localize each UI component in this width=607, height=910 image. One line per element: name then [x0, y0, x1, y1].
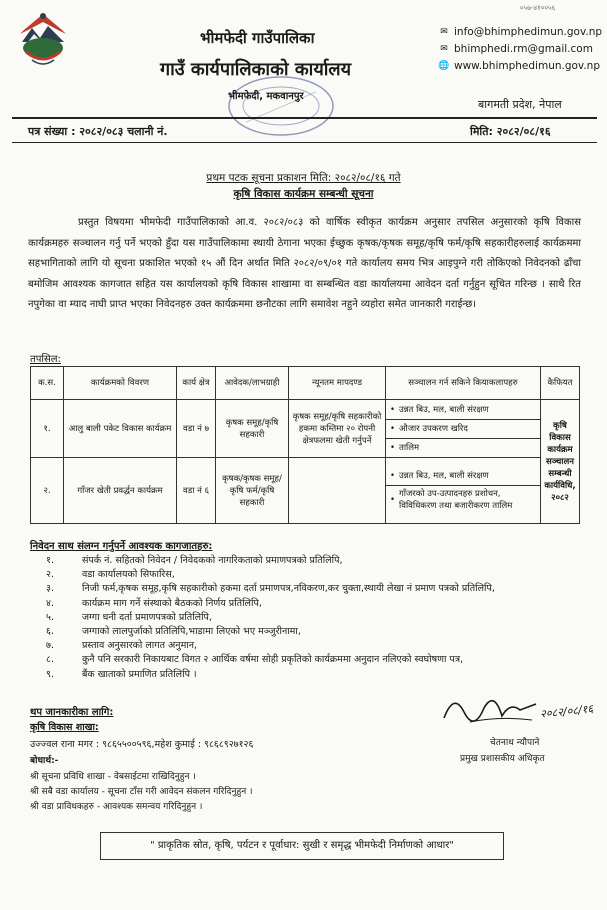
row-sn: १. — [31, 400, 64, 458]
col-program: कार्यक्रमको विवरण — [64, 367, 177, 400]
notice-body: प्रस्तुत विषयमा भीमफेदी गाउँपालिकाको आ.व. २०८२/०८३ को वार्षिक स्वीकृत कार्यक्रम अनुसार तपसिल अनुसारको कृषि विकास कार्यक्रमहरु सञ्चालन गर्नु पर्ने भएको हुँदा यस गाउँपालिकामा स्थायी ठेगाना भएका ईच्छुक कृषक/कृषक समूह/कृषि फर्म/कृषि सहकारीहरुलाई कार्यक्रममा सहभागिताको लागि यो सूचना प्रकाशित भएको १५ औं दिन अर्थात मिति २०८२/०९/०१ गते कार्यालय समय भित्र आइपुग्ने गरी तोकिएको निवेदनको ढाँचा बमोजिम आवश्यक कागजात सहित यस कार्यालयको कृषि विकास शाखामा वा सम्बन्धित वडा कार्यालयमा आवेदन दर्ता गर्नुहुन सूचित गरिन्छ । साथै रित नपुगेका वा म्याद नाघी प्राप्त भएका निवेदनहरु उक्त कार्यक्रममा छनौटका लागि समावेश नहुने व्यहोरा समेत जानकारी गराईन्छ। — [28, 217, 581, 310]
row-activities — [386, 400, 541, 458]
row-sn: २. — [31, 458, 64, 524]
signed-date: २०८२/०८/१६ — [539, 702, 594, 721]
table-label: तपसिल: — [30, 354, 61, 365]
agriculture-section: कृषि विकास शाखा: — [30, 722, 99, 733]
letter-date: मिति: २०८२/०८/१६ — [470, 125, 551, 138]
divider — [12, 142, 597, 143]
list-item: ८. कुनै पनि सरकारी निकायबाट विगत २ आर्थिक वर्षमा सोही प्रकृतिको कार्यक्रममा अनुदान नलिएको स्वघोषणा पत्र, — [46, 654, 464, 666]
reference-number: पत्र संख्या : २०८२/०८३ चलानी नं. — [28, 125, 168, 138]
col-remarks: कैफियत — [541, 367, 580, 400]
footer-motto: " प्राकृतिक स्रोत, कृषि, पर्यटन र पूर्वाधार: सुखी र समृद्ध भीमफेदी निर्माणको आधार" — [100, 832, 504, 860]
row-remarks: कृषि विकास कार्यक्रम सञ्चालन सम्बन्धी कार्यविधि, २०८२ — [541, 400, 580, 524]
email-icon: ✉ — [440, 44, 448, 54]
row-criteria — [289, 458, 386, 524]
bullet-icon: • — [390, 404, 396, 415]
email-icon: ✉ — [440, 27, 448, 37]
signatory-name: चेतनाथ न्यौपाने — [490, 738, 540, 748]
signatory-title: प्रमुख प्रशासकीय अधिकृत — [460, 754, 545, 764]
copies-heading: बोधार्थ:- — [30, 756, 59, 766]
table-header-row — [31, 367, 580, 400]
province: बागमती प्रदेश, नेपाल — [478, 98, 562, 111]
list-item: ५. जग्गा धनी दर्ता प्रमाणपत्रको प्रतिलिपि, — [46, 611, 212, 623]
bullet-icon: • — [390, 495, 396, 505]
list-item: श्री सूचना प्रविधि शाखा - वेबसाईटमा राखिदिनुहुन । — [30, 772, 196, 782]
email-primary: info@bhimphedimun.gov.np — [454, 26, 603, 38]
org-name: भीमफेदी गाउँपालिका — [200, 29, 315, 47]
list-item: श्री वडा प्राविधकहरु - आवश्यक समन्वय गरिदिनुहुन । — [30, 802, 203, 812]
office-address: भीमफेदी, मकवानपुर — [228, 91, 304, 102]
activity-item: • गाँजरको उप-उत्पादनहरु प्रशोधन, विविधिकरण तथा बजारीकरण तालिम — [390, 489, 513, 511]
table-row — [31, 458, 580, 524]
row-program: गाँजर खेती प्रवर्द्धन कार्यक्रम — [64, 458, 177, 524]
table-row — [31, 400, 580, 458]
col-applicant: आवेदक/लाभग्राही — [216, 367, 289, 400]
bullet-icon: • — [390, 442, 396, 453]
list-item: ९. बैंक खाताको प्रमाणित प्रतिलिपि । — [46, 668, 197, 680]
notice-title: कृषि विकास कार्यक्रम सम्बन्धी सूचना — [233, 188, 374, 200]
divider — [12, 117, 597, 119]
row-program: आलु बाली पकेट विकास कार्यक्रम — [64, 400, 177, 458]
nepal-emblem-icon — [14, 8, 72, 70]
col-criteria: न्यूनतम मापदण्ड — [289, 367, 386, 400]
program-table — [30, 366, 580, 524]
row-area: वडा नं ७ — [177, 400, 216, 458]
first-publication-date: प्रथम पटक सूचना प्रकाशन मिति: २०८२/०८/१६ गते — [206, 172, 401, 184]
website: www.bhimphedimun.gov.np — [454, 60, 600, 72]
row-criteria: कृषक समूह/कृषि सहकारीको हकमा कम्तिमा २० रोपनी क्षेत्रफलमा खेती गर्नुपर्ने — [289, 400, 386, 458]
col-activities: सञ्चालन गर्न सकिने कियाकलापहरु — [386, 367, 541, 400]
activity-item: • औजार उपकरण खरिद — [386, 420, 540, 439]
list-item: ३. निजी फर्म,कृषक समूह,कृषि सहकारीको हकमा दर्ता प्रमाणपत्र,नविकरण,कर चुक्ता,स्थायी लेखा नं प्रमाण पत्रको प्रतिलिपि, — [46, 583, 495, 595]
activity-item: • उन्नत बिउ, मल, बाली संरक्षण — [386, 467, 540, 486]
documents-heading: निवेदन साथ संलग्न गर्नुपर्ने आवश्यक कागजातहरु: — [30, 541, 213, 552]
email-contact — [438, 26, 602, 38]
col-area: कार्य क्षेत्र — [177, 367, 216, 400]
activity-item: • तालिम — [390, 442, 420, 453]
globe-icon: 🌐 — [438, 61, 450, 71]
bullet-icon: • — [390, 423, 396, 434]
row-applicant: कृषक समूह/कृषि सहकारी — [216, 400, 289, 458]
officer-contacts: उज्ज्वल राना मगर : ९८६५५००५९६,महेश कुमाई : ९८६८९२७१२६ — [30, 739, 254, 750]
email-secondary: bhimphedi.rm@gmail.com — [454, 43, 593, 55]
office-name: गाउँ कार्यपालिकाको कार्यालय — [160, 59, 352, 80]
website-contact — [438, 60, 600, 72]
list-item: २. वडा कार्यालयको सिफारिस, — [46, 569, 175, 581]
col-sn: क.स. — [31, 367, 64, 400]
list-item: ४. कार्यक्रम माग गर्ने संस्थाको बैठकको निर्णय प्रतिलिपि, — [46, 597, 262, 609]
phone-number: ०५७-४१००५६ — [520, 4, 556, 12]
email-contact-2 — [438, 43, 593, 55]
bullet-icon: • — [390, 471, 396, 481]
list-item: ७. प्रस्ताव अनुसारको लागत अनुमान, — [46, 640, 198, 652]
documents-list — [46, 554, 566, 682]
list-item: श्री सबै वडा कार्यालय - सूचना टाँस गरी आवेदन संकलन गरिदिनुहुन । — [30, 787, 253, 797]
activity-item: • उन्नत बिउ, मल, बाली संरक्षण — [386, 401, 540, 420]
office-stamp-icon — [226, 74, 336, 138]
row-applicant: कृषक/कृषक समूह/कृषि फर्म/कृषि सहकारी — [216, 458, 289, 524]
row-area: वडा नं ६ — [177, 458, 216, 524]
row-activities — [386, 458, 541, 524]
list-item: ६. जग्गाको लालपुर्जाको प्रतिलिपि,भाडामा लिएको भए मञ्जुरीनामा, — [46, 625, 301, 637]
contact-heading: थप जानकारीका लागि: — [30, 707, 114, 718]
list-item: १. संपर्क नं. सहितको निवेदन / निवेदकको नागरिकताको प्रमाणपत्रको प्रतिलिपि, — [46, 555, 343, 566]
